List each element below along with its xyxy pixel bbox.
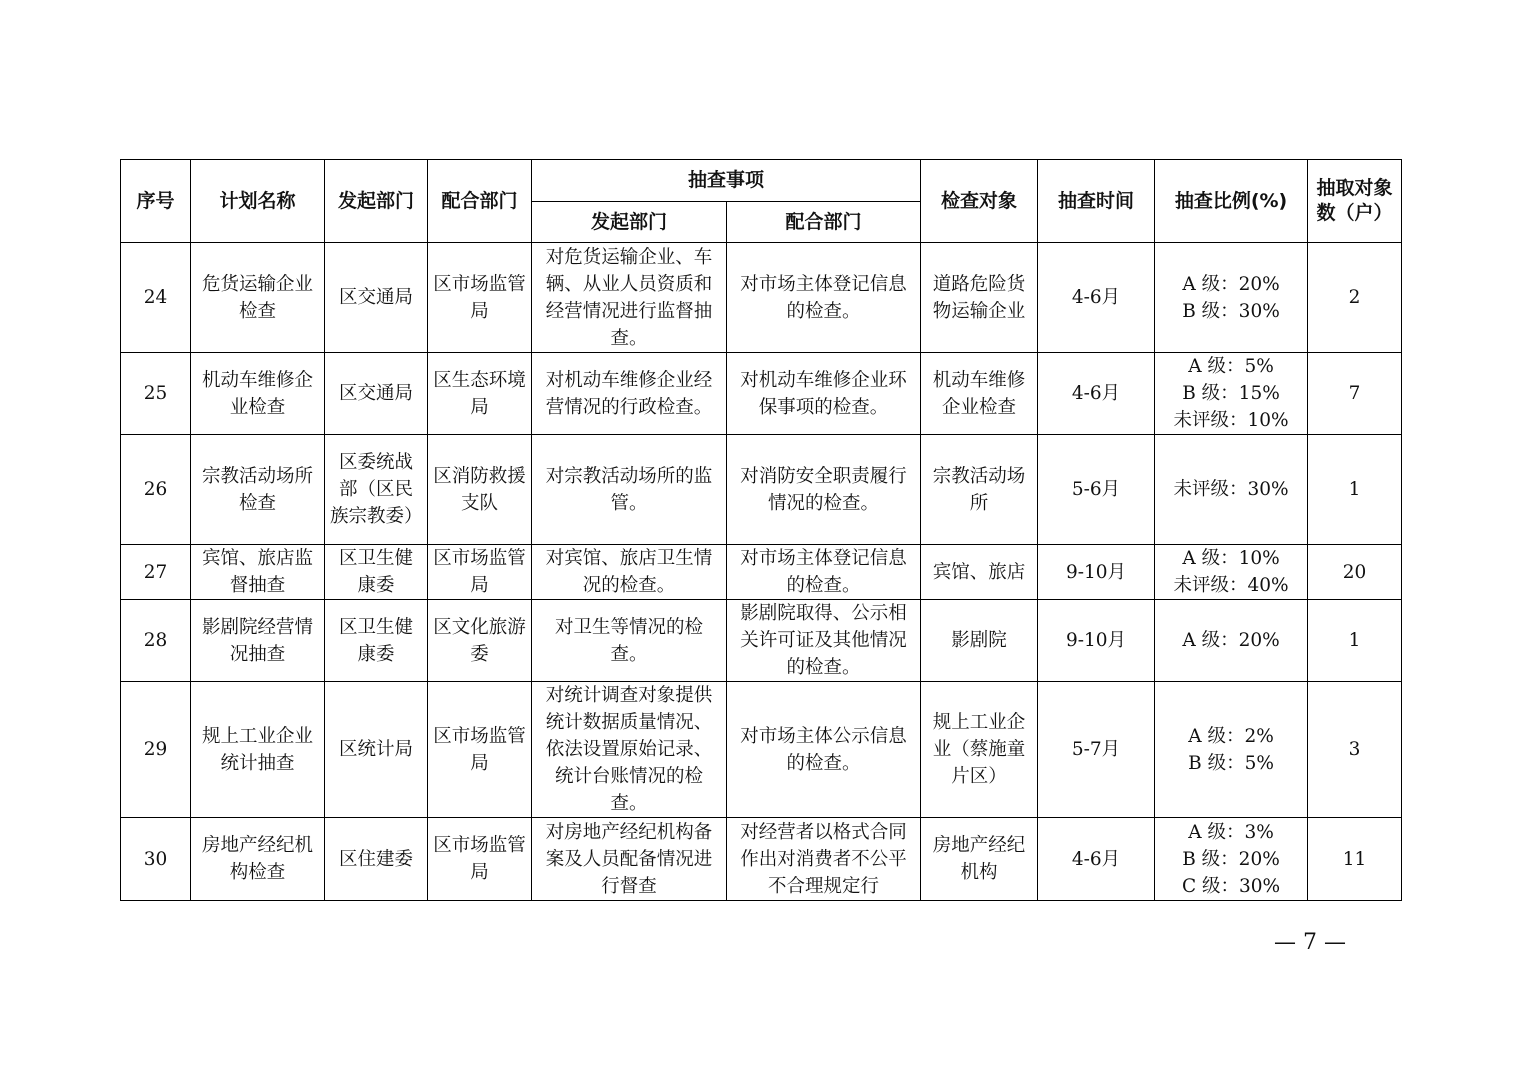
cell-plan-name: 房地产经纪机构检查 — [191, 818, 325, 901]
ratio-line: A 级：20% — [1182, 630, 1280, 651]
cell-initiator: 区住建委 — [325, 818, 428, 901]
cell-item-partner: 影剧院取得、公示相关许可证及其他情况的检查。 — [727, 600, 921, 682]
header-ratio: 抽查比例(%) — [1155, 160, 1308, 243]
header-index: 序号 — [121, 160, 191, 243]
cell-item-initiator: 对危货运输企业、车辆、从业人员资质和经营情况进行监督抽查。 — [532, 243, 727, 353]
cell-count: 7 — [1308, 353, 1402, 435]
cell-count: 1 — [1308, 435, 1402, 545]
cell-plan-name: 宗教活动场所检查 — [191, 435, 325, 545]
cell-item-partner: 对消防安全职责履行情况的检查。 — [727, 435, 921, 545]
cell-count: 1 — [1308, 600, 1402, 682]
cell-target: 影剧院 — [921, 600, 1038, 682]
header-items-initiator: 发起部门 — [532, 202, 727, 243]
cell-item-initiator: 对机动车维修企业经营情况的行政检查。 — [532, 353, 727, 435]
cell-plan-name: 机动车维修企业检查 — [191, 353, 325, 435]
cell-item-initiator: 对宗教活动场所的监管。 — [532, 435, 727, 545]
cell-partner: 区市场监管局 — [428, 682, 532, 818]
cell-target: 机动车维修企业检查 — [921, 353, 1038, 435]
cell-initiator: 区卫生健康委 — [325, 600, 428, 682]
cell-time: 5-6月 — [1038, 435, 1155, 545]
table-row — [121, 545, 1402, 600]
cell-target: 规上工业企业（蔡施童片区） — [921, 682, 1038, 818]
cell-ratio — [1155, 353, 1308, 435]
header-target: 检查对象 — [921, 160, 1038, 243]
header-initiator: 发起部门 — [325, 160, 428, 243]
table-row — [121, 243, 1402, 353]
ratio-line: A 级：10% — [1182, 548, 1280, 569]
cell-initiator: 区卫生健康委 — [325, 545, 428, 600]
ratio-line: B 级：20% — [1182, 848, 1280, 870]
cell-ratio — [1155, 682, 1308, 818]
cell-index: 26 — [121, 435, 191, 545]
cell-initiator: 区统计局 — [325, 682, 428, 818]
ratio-line: A 级：20% — [1182, 273, 1280, 295]
ratio-line: A 级：2% — [1188, 725, 1274, 747]
cell-time: 5-7月 — [1038, 682, 1155, 818]
page-number: — 7 — — [1274, 930, 1346, 955]
table-body — [121, 243, 1402, 901]
cell-time: 4-6月 — [1038, 353, 1155, 435]
cell-index: 29 — [121, 682, 191, 818]
cell-target: 宗教活动场所 — [921, 435, 1038, 545]
header-count: 抽取对象数（户） — [1308, 160, 1402, 243]
ratio-line: A 级：3% — [1188, 821, 1274, 843]
cell-partner: 区市场监管局 — [428, 545, 532, 600]
cell-count: 20 — [1308, 545, 1402, 600]
ratio-line: 未评级：30% — [1173, 479, 1289, 500]
cell-ratio — [1155, 435, 1308, 545]
cell-partner: 区市场监管局 — [428, 243, 532, 353]
cell-item-partner: 对经营者以格式合同作出对消费者不公平不合理规定行 — [727, 818, 921, 901]
table-row — [121, 435, 1402, 545]
cell-item-initiator: 对房地产经纪机构备案及人员配备情况进行督查 — [532, 818, 727, 901]
cell-target: 宾馆、旅店 — [921, 545, 1038, 600]
table-row — [121, 818, 1402, 901]
ratio-line: B 级：5% — [1188, 752, 1274, 774]
cell-partner: 区市场监管局 — [428, 818, 532, 901]
cell-index: 30 — [121, 818, 191, 901]
ratio-line: A 级：5% — [1188, 356, 1274, 377]
cell-partner: 区消防救援支队 — [428, 435, 532, 545]
cell-time: 9-10月 — [1038, 545, 1155, 600]
ratio-line: B 级：30% — [1182, 300, 1280, 322]
header-items-group: 抽查事项 — [532, 160, 921, 202]
ratio-line: 未评级：40% — [1173, 575, 1289, 596]
cell-time: 9-10月 — [1038, 600, 1155, 682]
cell-index: 24 — [121, 243, 191, 353]
cell-ratio — [1155, 818, 1308, 901]
cell-plan-name: 影剧院经营情况抽查 — [191, 600, 325, 682]
cell-ratio — [1155, 243, 1308, 353]
cell-count: 11 — [1308, 818, 1402, 901]
header-time: 抽查时间 — [1038, 160, 1155, 243]
table-row — [121, 682, 1402, 818]
ratio-line: 未评级：10% — [1173, 410, 1289, 431]
cell-target: 房地产经纪机构 — [921, 818, 1038, 901]
cell-item-partner: 对市场主体登记信息的检查。 — [727, 243, 921, 353]
header-plan-name: 计划名称 — [191, 160, 325, 243]
table-row — [121, 600, 1402, 682]
cell-initiator: 区交通局 — [325, 353, 428, 435]
cell-index: 25 — [121, 353, 191, 435]
ratio-line: B 级：15% — [1182, 383, 1280, 404]
cell-target: 道路危险货物运输企业 — [921, 243, 1038, 353]
inspection-plan-table — [120, 159, 1402, 901]
cell-item-initiator: 对宾馆、旅店卫生情况的检查。 — [532, 545, 727, 600]
cell-item-initiator: 对统计调查对象提供统计数据质量情况、依法设置原始记录、统计台账情况的检查。 — [532, 682, 727, 818]
cell-plan-name: 宾馆、旅店监督抽查 — [191, 545, 325, 600]
ratio-line: C 级：30% — [1181, 875, 1281, 897]
cell-partner: 区生态环境局 — [428, 353, 532, 435]
table-header — [121, 160, 1402, 243]
cell-count: 3 — [1308, 682, 1402, 818]
cell-ratio — [1155, 545, 1308, 600]
cell-plan-name: 危货运输企业检查 — [191, 243, 325, 353]
cell-initiator: 区交通局 — [325, 243, 428, 353]
cell-count: 2 — [1308, 243, 1402, 353]
cell-item-partner: 对机动车维修企业环保事项的检查。 — [727, 353, 921, 435]
cell-initiator: 区委统战部（区民族宗教委） — [325, 435, 428, 545]
cell-partner: 区文化旅游委 — [428, 600, 532, 682]
cell-index: 28 — [121, 600, 191, 682]
header-items-partner: 配合部门 — [727, 202, 921, 243]
table-row — [121, 353, 1402, 435]
cell-index: 27 — [121, 545, 191, 600]
cell-item-partner: 对市场主体登记信息的检查。 — [727, 545, 921, 600]
cell-item-partner: 对市场主体公示信息的检查。 — [727, 682, 921, 818]
cell-time: 4-6月 — [1038, 818, 1155, 901]
header-partner: 配合部门 — [428, 160, 532, 243]
cell-plan-name: 规上工业企业统计抽查 — [191, 682, 325, 818]
cell-ratio — [1155, 600, 1308, 682]
cell-time: 4-6月 — [1038, 243, 1155, 353]
cell-item-initiator: 对卫生等情况的检查。 — [532, 600, 727, 682]
